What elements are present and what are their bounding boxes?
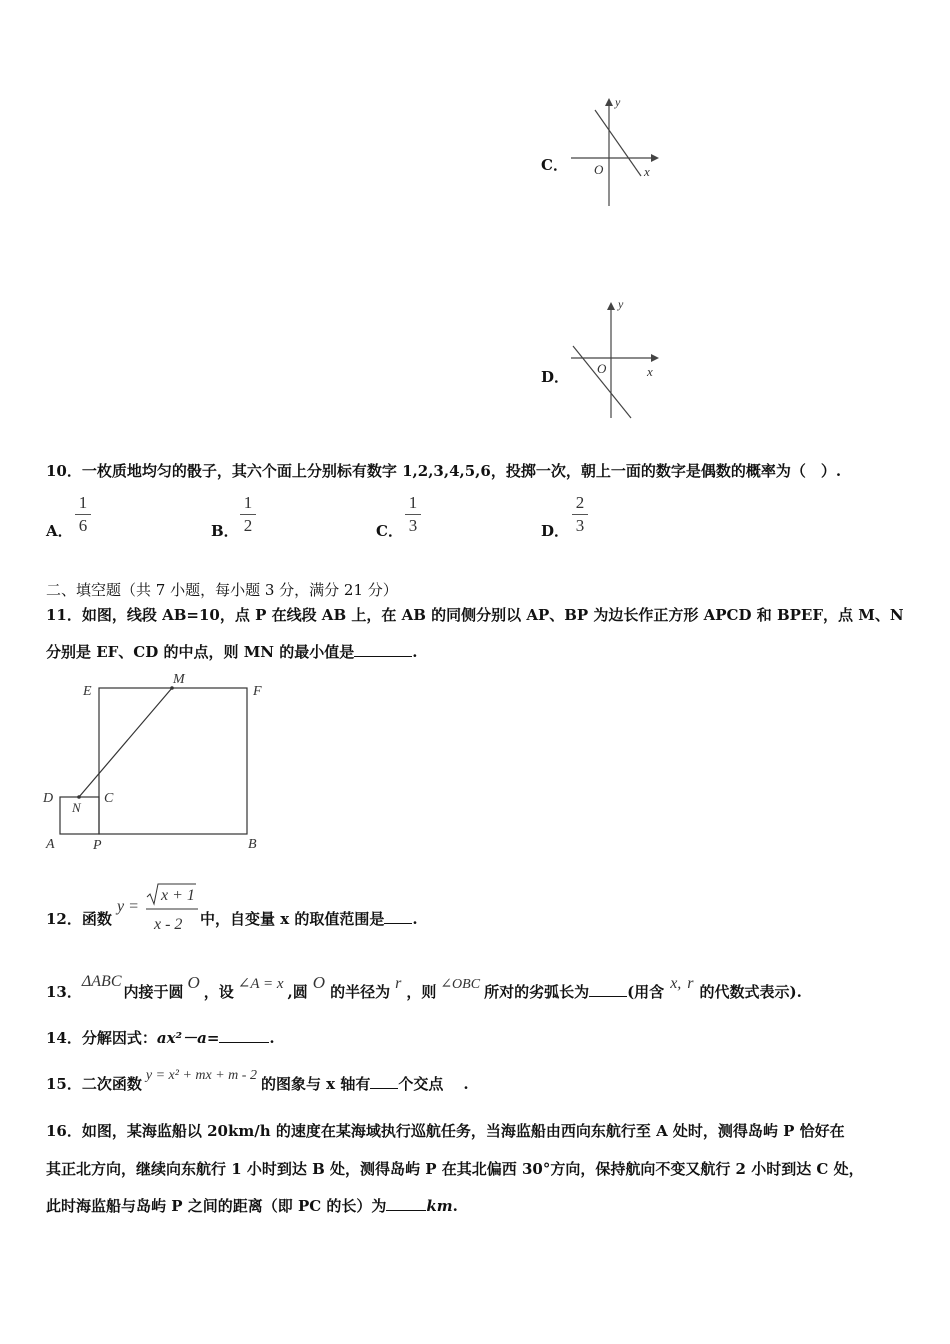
q11-fig-label-p: P	[93, 838, 102, 853]
q10-option-d-label: D．	[541, 522, 570, 540]
q11-fig-label-f: F	[253, 684, 262, 699]
q11-fig-label-n: N	[72, 800, 81, 815]
graph-c-origin-label: O	[594, 162, 604, 177]
q12-numerator: x + 1	[161, 887, 195, 904]
q12-y-eq: y =	[117, 898, 139, 915]
q11-figure	[40, 668, 280, 858]
graph-c-figure	[565, 92, 665, 210]
section-2-title: 二、填空题（共 7 小题，每小题 3 分，满分 21 分）	[46, 581, 398, 599]
q12-suffix: 中，自变量 x 的取值范围是 .	[200, 910, 418, 928]
q11-fig-label-m: M	[173, 672, 185, 687]
q11-fig-label-e: E	[83, 684, 92, 699]
q14-line: 14．分解因式：ax²－a= .	[46, 1029, 275, 1047]
q16-line-3: 此时海监船与岛屿 P 之间的距离（即 PC 的长）为 km.	[46, 1197, 458, 1215]
q10-option-b-label: B．	[211, 522, 239, 540]
graph-d-x-label: x	[647, 364, 653, 379]
graph-c-y-label: y	[615, 95, 621, 109]
q11-line-2: 分别是 EF、CD 的中点，则 MN 的最小值是 .	[46, 643, 418, 661]
q10-option-c-label: C．	[376, 522, 403, 540]
q16-line-2: 其正北方向，继续向东航行 1 小时到达 B 处，测得岛屿 P 在其北偏西 30°方向，保持航向不变又航行 2 小时到达 C 处，	[46, 1160, 864, 1178]
q13-line: 13．ΔABC内接于圆 O ，设 ∠A = x ,圆 O 的半径为 r ，则 ∠OBC 所对的劣弧长为 (用含 x, r 的代数式表示).	[46, 973, 802, 1001]
graph-c-x-label: x	[644, 164, 650, 179]
graph-d-figure	[565, 296, 665, 422]
graph-d-y-label: y	[618, 297, 624, 311]
q11-line-1: 11．如图，线段 AB=10，点 P 在线段 AB 上，在 AB 的同侧分别以 AP、BP 为边长作正方形 APCD 和 BPEF，点 M、N	[46, 606, 904, 624]
graph-d-origin-label: O	[597, 361, 607, 376]
q12-denominator: x - 2	[154, 916, 183, 933]
q10-option-b-fraction: 1 2	[240, 494, 256, 535]
q11-fig-label-d: D	[43, 791, 54, 806]
q11-fig-label-b: B	[248, 837, 257, 852]
q10-option-c-fraction: 1 3	[405, 494, 421, 535]
q10-text: 10．一枚质地均匀的骰子，其六个面上分别标有数字 1,2,3,4,5,6，投掷一次，朝上一面的数字是偶数的概率为（ ）.	[46, 462, 842, 480]
q11-fig-label-a: A	[46, 837, 55, 852]
q10-option-d-fraction: 2 3	[572, 494, 588, 535]
q10-option-a-label: A．	[46, 522, 73, 540]
graph-c-label: C．	[541, 156, 568, 174]
q12-fraction	[144, 882, 200, 936]
q10-option-a-fraction: 1 6	[75, 494, 91, 535]
q15-line: 15．二次函数 y = x² + mx + m - 2 的图象与 x 轴有 个交点 .	[46, 1068, 469, 1093]
graph-d-label: D．	[541, 368, 570, 386]
q11-fig-label-c: C	[104, 791, 114, 806]
q16-line-1: 16．如图，某海监船以 20km/h 的速度在某海域执行巡航任务，当海监船由西向东航行至 A 处时，测得岛屿 P 恰好在	[46, 1122, 845, 1140]
q12-prefix: 12．函数	[46, 910, 112, 928]
